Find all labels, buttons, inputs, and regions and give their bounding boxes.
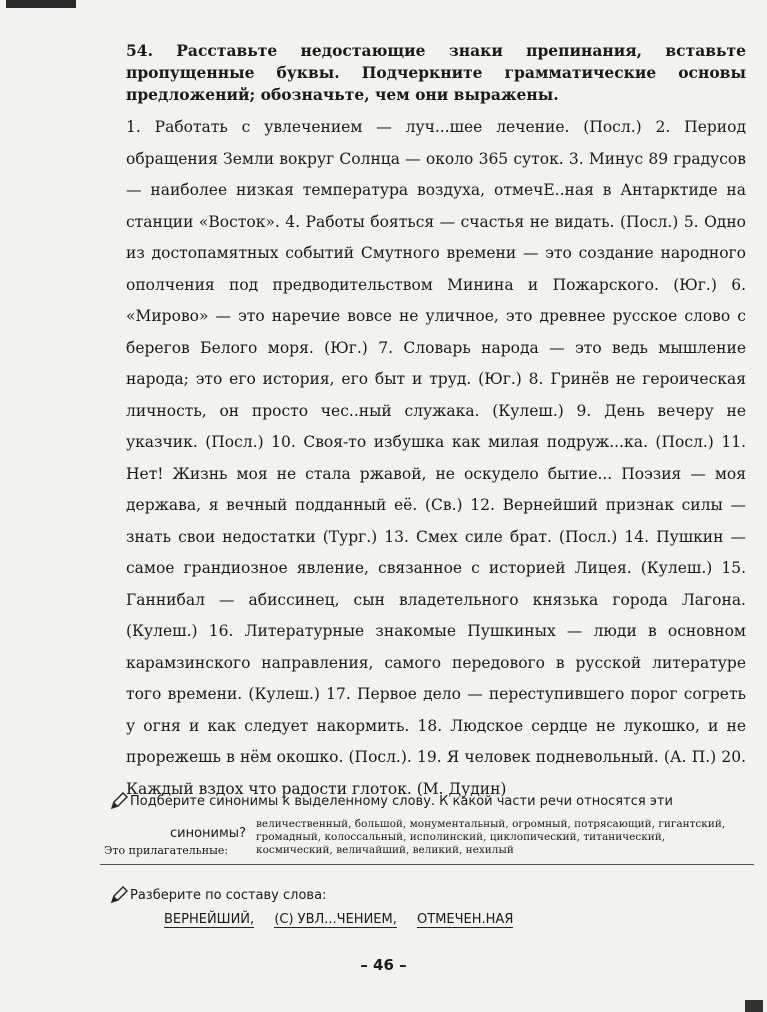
synonyms-label: синонимы? — [170, 826, 246, 841]
parse-word: ОТМЕЧЕН.НАЯ — [417, 912, 514, 927]
exercise-block — [126, 40, 746, 805]
parse-words — [164, 912, 529, 928]
page-number: – 46 – — [360, 956, 407, 974]
parse-word: (С) УВЛ...ЧЕНИЕМ, — [274, 912, 397, 927]
exercise-body: 1. Работать с увлечением — луч...шее лечение. (Посл.) 2. Период обращения Земли вокруг Солнца — около 365 суток. 3. Минус 89 градусов — наиболее низкая температура воздуха, отмечЕ..ная в Антарктиде на станции «Восток». 4. Работы бояться — счастья не видать. (Посл.) 5. Одно из достопамятных событий Смутного времени — это создание народного ополчения под предводительством Минина и Пожарского. (Юг.) 6. «Мирово» — это наречие вовсе не уличное, это древнее русское слово с берегов Белого моря. (Юг.) 7. Словарь народа — это ведь мышление народа; это его история, его быт и труд. (Юг.) 8. Гринёв не героическая личность, он просто чес..ный служака. (Кулеш.) 9. День вечеру не указчик. (Посл.) 10. Своя-то избушка как милая подруж...ка. (Посл.) 11. Нет! Жизнь моя не стала ржавой, не оскудело бытие... Поэзия — моя держава, я вечный подданный её. (Св.) 12. Вернейший признак силы — знать свои недостатки (Тург.) 13. Смех силе брат. (Посл.) 14. Пушкин — самое грандиозное явление, связанное с историей Лицея. (Кулеш.) 15. Ганнибал — абиссинец, сын владетельного князька города Лагона. (Кулеш.) 16. Литературные знакомые Пушкиных — люди в основном карамзинского направления, самого передового в русской литературе того времени. (Кулеш.) 17. Первое дело — переступившего порог согреть у огня и как следует накормить. 18. Людское сердце не лукошко, и не прорежешь в нём окошко. (Посл.). 19. Я человек подневольный. (А. П.) 20. Каждый вздох что радости глоток. (М. Дудин) — [126, 118, 746, 798]
synonyms-task-text: Подберите синонимы к выделенному слову. К какой части речи относятся эти — [130, 794, 673, 809]
exercise-heading: 54. Расставьте недостающие знаки препинания, вставьте пропущенные буквы. Подчеркните грамматические основы предложений; обозначьте, чем они выражены. — [126, 41, 746, 104]
pencil-icon — [110, 792, 128, 810]
synonyms-list: величественный, большой, монументальный, огромный, потрясающий, гигантский, громадный, колоссальный, исполинский, циклопический, титанический, космический, величайший, великий, нехилый — [256, 818, 726, 856]
parse-task-text: Разберите по составу слова: — [130, 888, 327, 903]
parse-task — [130, 888, 750, 903]
bottom-scan-mark — [745, 1000, 763, 1012]
synonyms-task — [130, 794, 750, 809]
pencil-icon — [110, 886, 128, 904]
parse-word: ВЕРНЕЙШИЙ, — [164, 912, 255, 927]
top-scan-mark — [6, 0, 76, 8]
divider — [100, 864, 754, 865]
synonyms-prefix: Это прилагательные: — [104, 844, 229, 857]
